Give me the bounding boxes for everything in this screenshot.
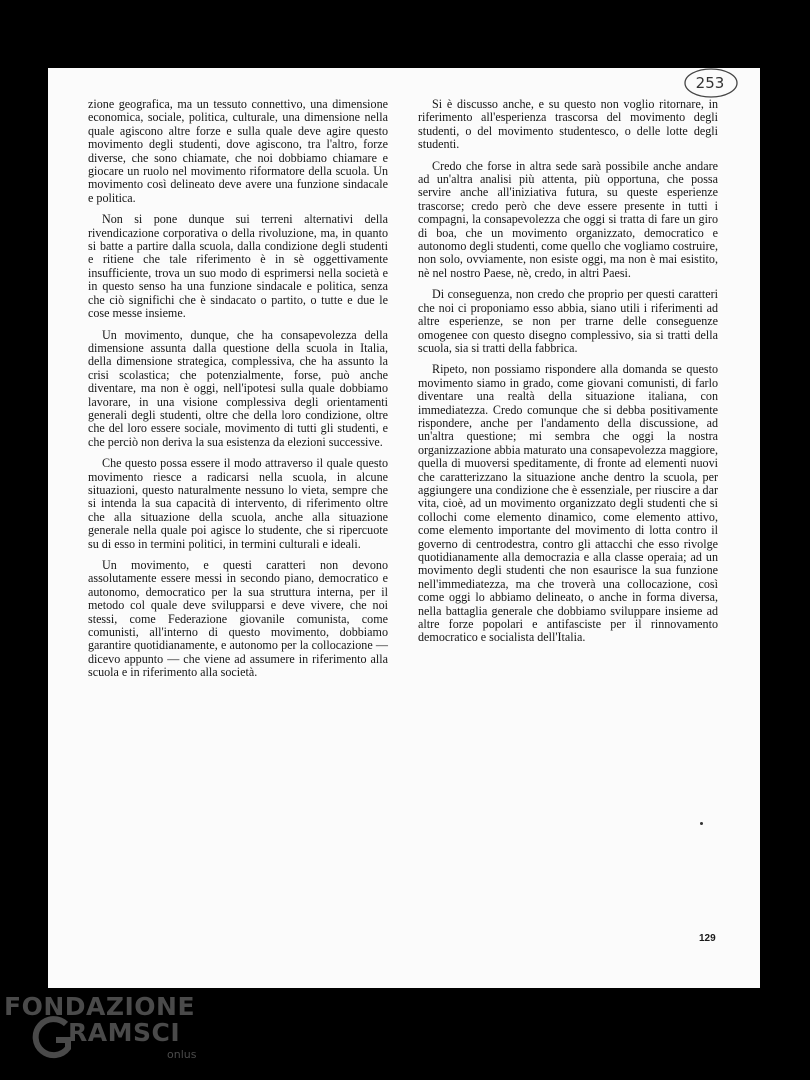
paragraph: Si è discusso anche, e su questo non voglio ritornare, in riferimento all'esperienza trascorsa del movimento degli studenti, o del movimento studentesco, o delle lotte degli studenti. [418,97,718,152]
archive-number [688,70,732,96]
scanned-page [48,68,760,988]
paragraph: Credo che forse in altra sede sarà possibile anche andare ad un'altra analisi più attenta, più opportuna, che possa servire anche all'iniziativa futura, su queste esperienze trascorse; credo però che deve essere presente in tutti i compagni, la consapevolezza che oggi si tratta di fare un giro di boa, che un movimento organizzato, democratico e autonomo degli studenti, come quello che vogliamo costruire, non solo, ovviamente, non esiste oggi, ma non è mai esistito, nè nel nostro Paese, nè, credo, in altri Paesi. [418,158,718,280]
watermark-line3: onlus [167,1048,197,1061]
archive-number-text: 253 [695,74,725,92]
left-column [88,98,388,688]
watermark-logo [4,990,224,1078]
gramsci-g-icon [32,1014,72,1064]
paragraph: Non si pone dunque sui terreni alternativi della rivendicazione corporativa o della rivoluzione, ma, in quanto si batte a partire dalla scuola, dalla condizione degli studenti e ritiene che tale riferimento è in sè oggettivamente insufficiente, trova un suo modo di esprimersi nella società e in questo senso ha una funzione sindacale e politica, senza che ciò significhi che è sindacato o partito, o tutte e due le cose messe insieme. [88,212,388,321]
paragraph: zione geografica, ma un tessuto connettivo, una dimensione economica, sociale, politica, culturale, una dimensione nella quale agiscono altre forze e sulla quale deve agire questo movimento degli studenti, dove agiscono, tra l'altro, forze diverse, che sono chiamate, che noi dobbiamo chiamare e giocare un ruolo nel movimento riformatore della scuola. Un movimento così delineato deve avere una funzione sindacale e politica. [88,97,388,205]
watermark-line2: RAMSCI [68,1018,181,1047]
right-column [418,98,718,653]
page-number: 129 [699,933,716,944]
paragraph: Ripeto, non possiamo rispondere alla domanda se questo movimento siamo in grado, come giovani comunisti, di farlo diventare una realtà della situazione italiana, con immediatezza. Credo comunque che si debba positivamente rispondere, anche per l'andamento della discussione, ad un'altra questione; mi sembra che oggi la nostra organizzazione abbia maturato una consapevolezza maggiore, quella di muoversi speditamente, di fronte ad elementi nuovi che caratterizzano la situazione anche dentro la scuola, per aggiungere una condizione che è essenziale, per riuscire a dar vita, cioè, ad un movimento organizzato degli studenti che si collochi come elemento dinamico, come elemento attivo, come elemento importante del movimento di lotta contro il governo di centrodestra, contro gli attacchi che esso rivolge quotidianamente alla democrazia e alla classe operaia; ad un movimento degli studenti che non esaurisce la sua funzione nell'immediatezza, ma che troverà una collocazione, così come oggi lo abbiamo delineato, o anche in forma diversa, nella battaglia generale che dobbiamo sviluppare insieme ad altre forze popolari e antifasciste per il rinnovamento democratico e socialista dell'Italia. [418,362,718,645]
paragraph: Un movimento, dunque, che ha consapevolezza della dimensione assunta dalla questione della scuola in Italia, della dimensione strategica, complessiva, che ha assunto la crisi scolastica; che potenzialmente, forse, può anche diventare, ma non è oggi, nell'ipotesi sulla quale dobbiamo lavorare, in una visione complessiva degli orientamenti generali degli studenti, oltre che della loro condizione, oltre che del loro essere sociale, movimento di tutti gli studenti, e che perciò non deriva la sua esistenza da elezioni successive. [88,327,388,449]
watermark-line1: FONDAZIONE [4,992,196,1021]
paragraph: Un movimento, e questi caratteri non devono assolutamente essere messi in secondo piano, democratico e autonomo, democratico per la sua struttura interna, per il metodo col quale deve svilupparsi e deve vivere, che noi stessi, come Federazione giovanile comunista, come comunisti, all'interno di questo movimento, dobbiamo garantire quotidianamente, e autonomo per la collocazione — dicevo appunto — che viene ad assumere in riferimento alla scuola e in riferimento alla società. [88,558,388,680]
paragraph: Che questo possa essere il modo attraverso il quale questo movimento riesce a radicarsi nella scuola, in alcune situazioni, questo naturalmente nessuno lo vieta, sempre che si intenda la sua capacità di intervento, di riferimento oltre che alla situazione della scuola, anche alla situazione generale nella quale poi agisce lo studente, che si ripercuote su di esso in termini politici, in termini culturali e ideali. [88,456,388,551]
paragraph: Di conseguenza, non credo che proprio per questi caratteri che noi ci proponiamo esso abbia, siano utili i riferimenti ad altre esperienze, se non per trarne delle conseguenze omogenee con questo disegno complessivo, sia si tratti della scuola, sia si tratti della fabbrica. [418,287,718,355]
speck-mark [700,822,703,825]
